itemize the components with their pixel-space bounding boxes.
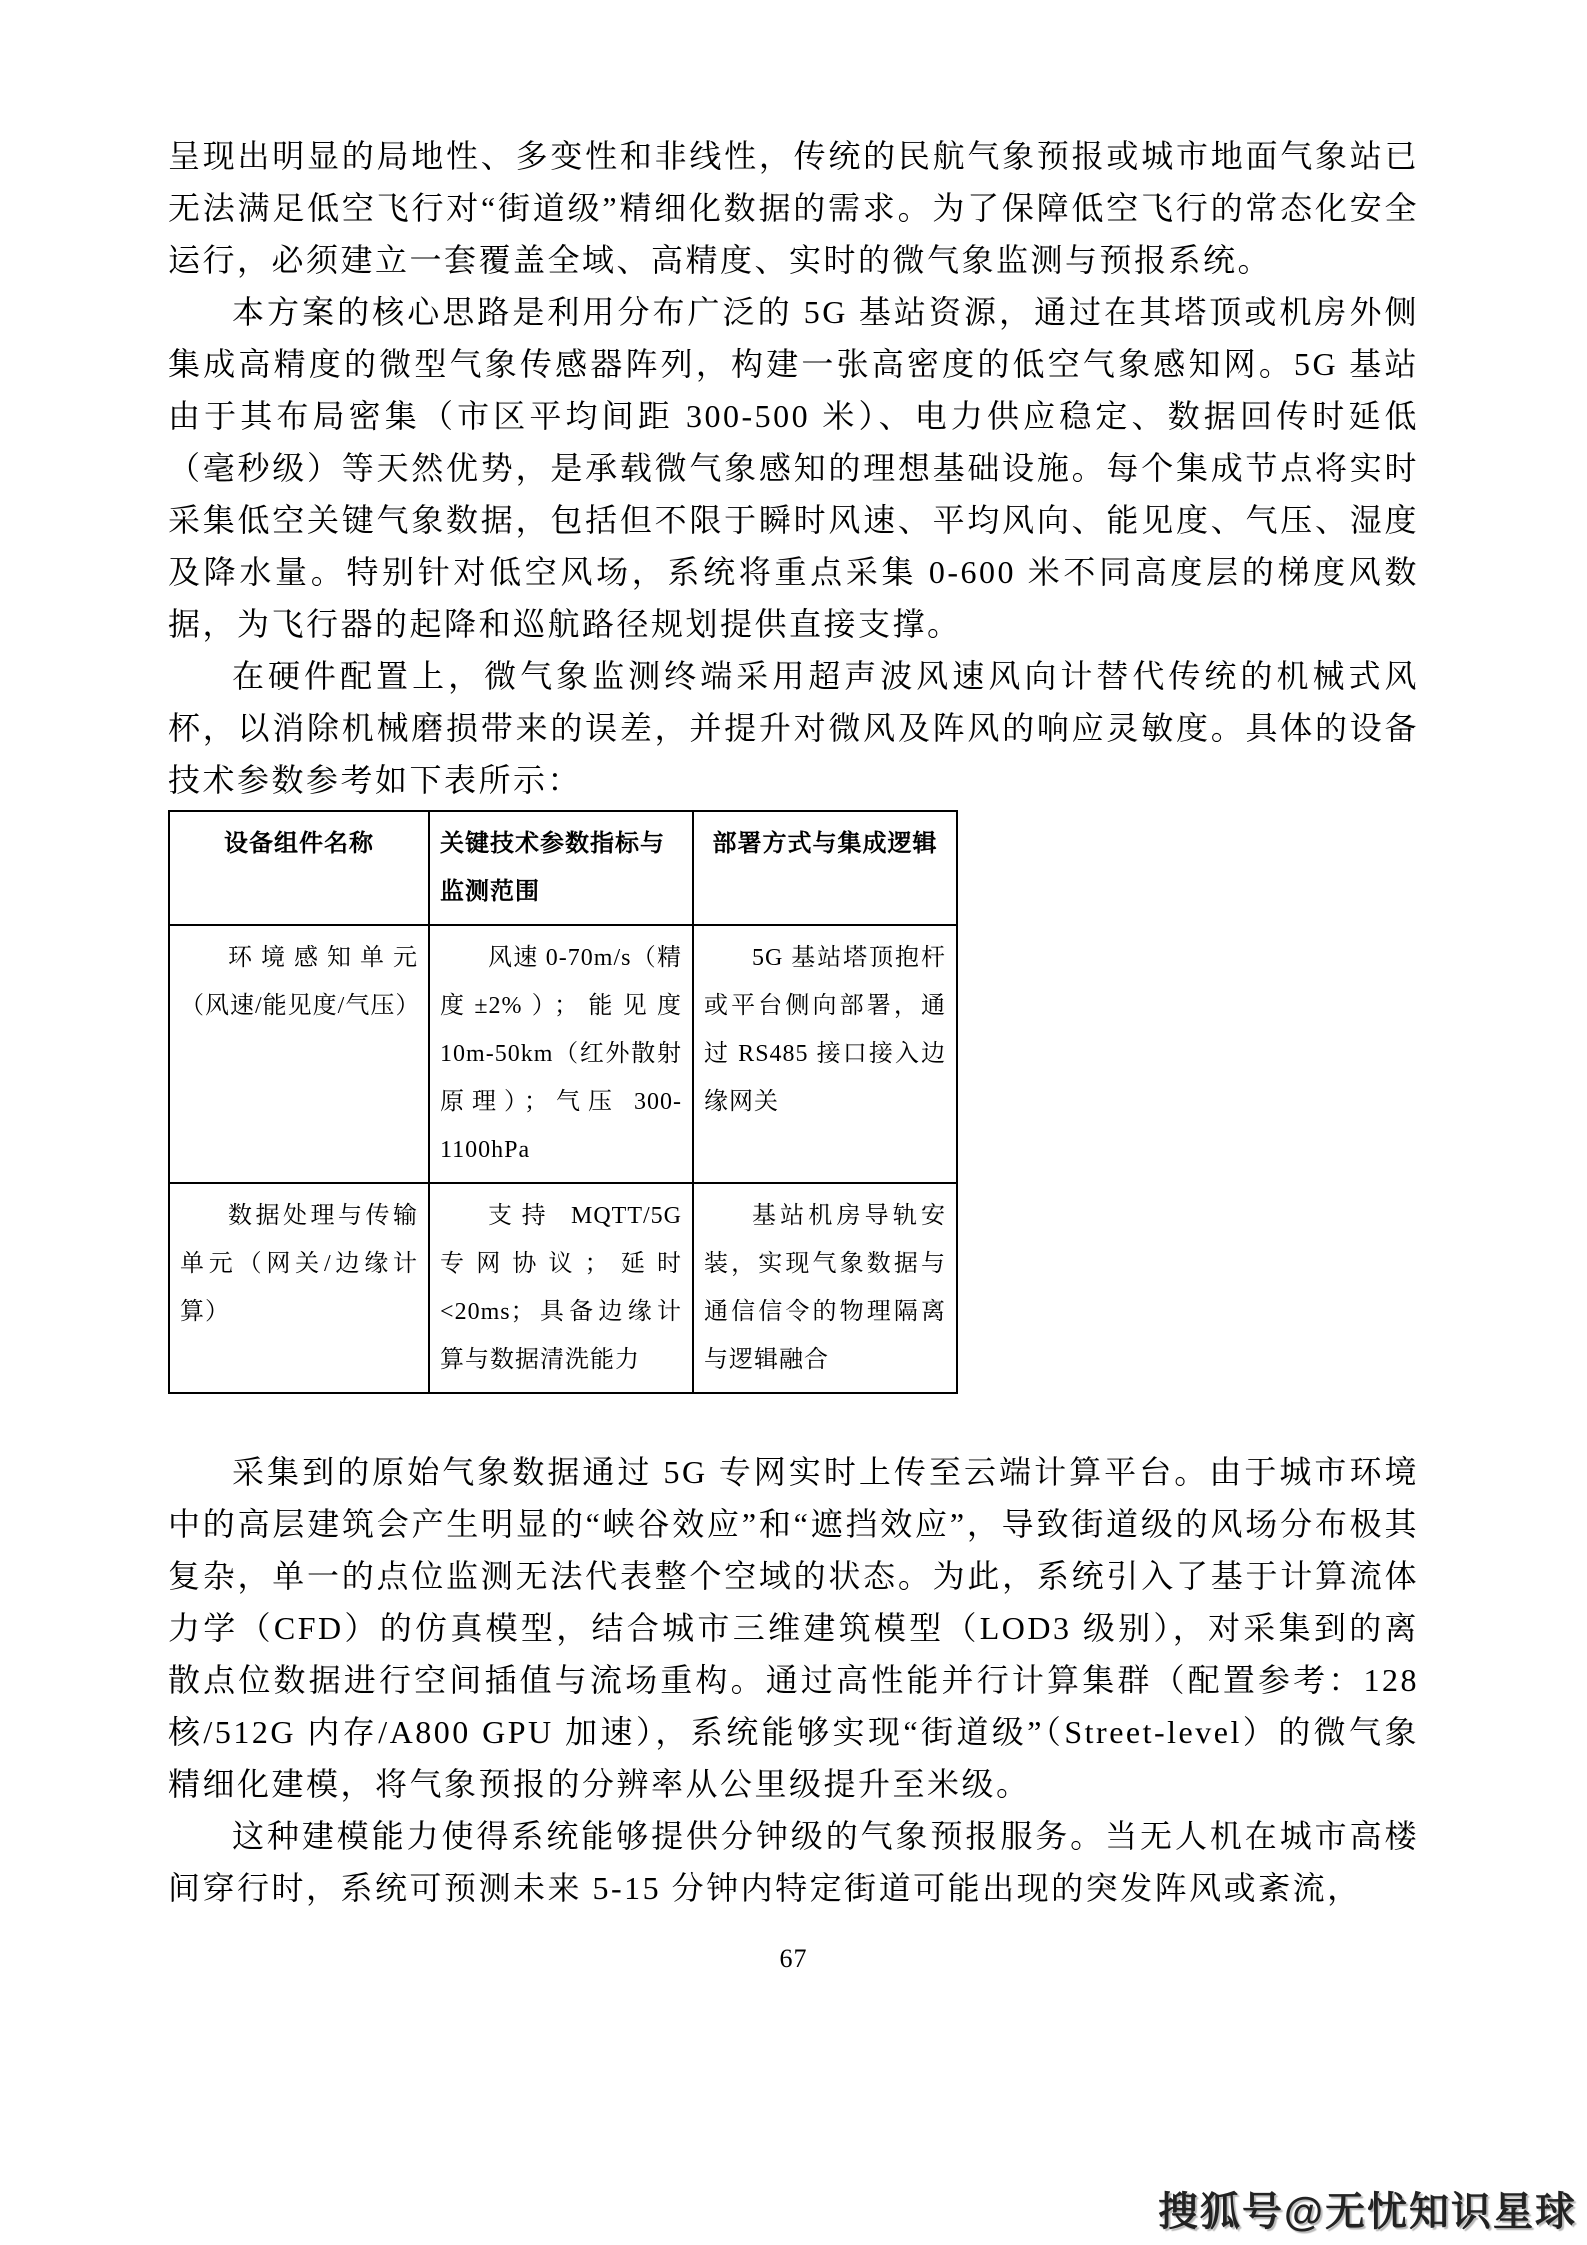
cell-gateway-unit-name: 数据处理与传输单元（网关/边缘计算） [169,1183,429,1393]
header-deployment-logic: 部署方式与集成逻辑 [693,811,957,925]
table-row-gateway-unit [169,1183,957,1393]
table-header-row [169,811,957,925]
cell-gateway-unit-deployment: 基站机房导轨安装，实现气象数据与通信信令的物理隔离与逻辑融合 [693,1183,957,1393]
cell-gateway-unit-params: 支持 MQTT/5G 专网协议；延时<20ms；具备边缘计算与数据清洗能力 [429,1183,693,1393]
header-device-component-name: 设备组件名称 [169,811,429,925]
paragraph-5g-plan: 本方案的核心思路是利用分布广泛的 5G 基站资源，通过在其塔顶或机房外侧集成高精度的微型气象传感器阵列，构建一张高密度的低空气象感知网。5G 基站由于其布局密集（市区平均间距 300-500 米）、电力供应稳定、数据回传时延低（毫秒级）等天然优势，是承载微气象感知的理想基础设施。每个集成节点将实时采集低空关键气象数据，包括但不限于瞬时风速、平均风向、能见度、气压、湿度及降水量。特别针对低空风场，系统将重点采集 0-600 米不同高度层的梯度风数据，为飞行器的起降和巡航路径规划提供直接支撑。 [168,294,1419,642]
cell-sensing-unit-name: 环境感知单元（风速/能见度/气压） [169,925,429,1183]
page-number: 67 [779,1944,808,1973]
table-row-sensing-unit [169,925,957,1183]
cell-sensing-unit-params: 风速 0-70m/s（精度±2%）；能见度 10m-50km（红外散射原理）；气压 300-1100hPa [429,925,693,1183]
paragraph-hardware-config: 在硬件配置上，微气象监测终端采用超声波风速风向计替代传统的机械式风杯，以消除机械磨损带来的误差，并提升对微风及阵风的响应灵敏度。具体的设备技术参数参考如下表所示： [168,658,1419,798]
watermark-sohu-account: 搜狐号@无忧知识星球 [1157,2190,1577,2234]
header-key-tech-params: 关键技术参数指标与监测范围 [429,811,693,925]
cell-sensing-unit-deployment: 5G 基站塔顶抱杆或平台侧向部署，通过 RS485 接口接入边缘网关 [693,925,957,1183]
device-spec-table [168,810,958,1394]
paragraph-cloud-computing: 采集到的原始气象数据通过 5G 专网实时上传至云端计算平台。由于城市环境中的高层建筑会产生明显的“峡谷效应”和“遮挡效应”，导致街道级的风场分布极其复杂，单一的点位监测无法代表整个空域的状态。为此，系统引入了基于计算流体力学（CFD）的仿真模型，结合城市三维建筑模型（LOD3 级别），对采集到的离散点位数据进行空间插值与流场重构。通过高性能并行计算集群（配置参考：128 核/512G 内存/A800 GPU 加速），系统能够实现“街道级”（Street-level）的微气象精细化建模，将气象预报的分辨率从公里级提升至米级。 [168,1454,1419,1802]
paragraph-intro-continuation: 呈现出明显的局地性、多变性和非线性，传统的民航气象预报或城市地面气象站已无法满足低空飞行对“街道级”精细化数据的需求。为了保障低空飞行的常态化安全运行，必须建立一套覆盖全域、高精度、实时的微气象监测与预报系统。 [168,138,1419,278]
paragraph-minute-forecast: 这种建模能力使得系统能够提供分钟级的气象预报服务。当无人机在城市高楼间穿行时，系统可预测未来 5-15 分钟内特定街道可能出现的突发阵风或紊流， [168,1818,1419,1906]
